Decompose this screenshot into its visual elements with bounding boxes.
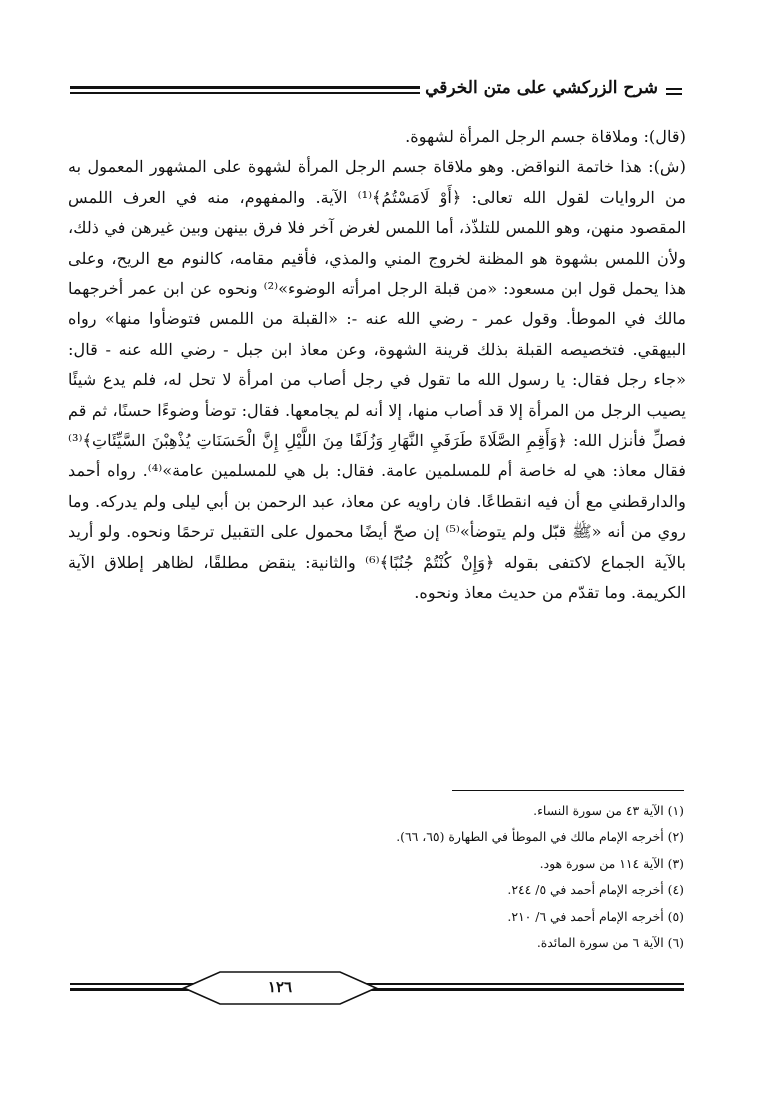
running-header [70,76,682,106]
footnote-6: (٦) الآية ٦ من سورة المائدة. [536,935,684,951]
paragraph-2: (ش): هذا خاتمة النواقض. وهو ملاقاة جسم الرجل المرأة لشهوة على المشهور المعمول به من الروايات لقول الله تعالى: ﴿أَوْ لَامَسْتُمُ﴾⁽¹⁾ الآية. والمفهوم، منه في العرف اللمس المقصود منهن، وهو اللمس للتلذّذ، أما اللمس لغرض آخر فلا فرق بينهن وبين غيرهن في ذلك، ولأن اللمس بشهوة هو المظنة لخروج المني والمذي، فأقيم مقامه، كالنوم مع الريح، وعلى هذا يحمل قول ابن مسعود: «من قبلة الرجل امرأته الوضوء»⁽²⁾ ونحوه عن ابن عمر أخرجهما مالك في الموطأ. وقول عمر - رضي الله عنه -: «القبلة من اللمس فتوضأوا منها» رواه البيهقي. فتخصيصه القبلة بذلك قرينة الشهوة، وعن معاذ ابن جبل - رضي الله عنه - قال: «جاء رجل فقال: يا رسول الله ما تقول في رجل أصاب من امرأة لا تحل له، فلم يدع شيئًا يصيب الرجل من المرأة إلا قد أصاب منها، إلا أنه لم يجامعها. فقال: توضأ وضوءًا حسنًا، ثم قم فصلِّ فأنزل الله: ﴿وَأَقِمِ الصَّلَاةَ طَرَفَيِ النَّهَارِ وَزُلَفًا مِنَ اللَّيْلِ إِنَّ الْحَسَنَاتِ يُذْهِبْنَ السَّيِّئَاتِ﴾⁽³⁾ فقال معاذ: هي له خاصة أم للمسلمين عامة. فقال: بل هي للمسلمين عامة»⁽⁴⁾. رواه أحمد والدارقطني مع أن فيه انقطاعًا. فان راويه عن معاذ، عبد الرحمن بن أبي ليلى ولم يدركه. وما روي من أنه «ﷺ قبّل ولم يتوضأ»⁽⁵⁾ إن صحّ أيضًا محمول على التقبيل ترحمًا ونحوه. ولو أريد بالآية الجماع لاكتفى بقوله ﴿وَإِنْ كُنْتُمْ جُنُبًا﴾⁽⁶⁾ والثانية: ينقض مطلقًا، لظاهر إطلاق الآية الكريمة. وما تقدّم من حديث معاذ ونحوه. [68,157,687,603]
header-dash [666,88,682,98]
paragraph-1: (قال): وملاقاة جسم الرجل المرأة لشهوة. [405,127,686,146]
page-number: ١٢٦ [220,977,340,997]
footnote-2: (٢) أخرجه الإمام مالك في الموطأ في الطهارة (٦٥، ٦٦). [396,829,684,845]
footnote-5: (٥) أخرجه الإمام أحمد في ٦/ ٢١٠. [507,908,684,924]
footnote-4: (٤) أخرجه الإمام أحمد في ٥/ ٢٤٤. [507,882,684,898]
footnotes [70,798,684,956]
page-footer [70,970,684,1006]
main-text [68,122,686,609]
running-title: شرح الزركشي على متن الخرقي [425,78,658,98]
footnote-3: (٣) الآية ١١٤ من سورة هود. [539,855,684,871]
footnote-separator [452,790,684,791]
footnote-1: (١) الآية ٤٣ من سورة النساء. [533,803,684,818]
header-rules [70,86,420,97]
